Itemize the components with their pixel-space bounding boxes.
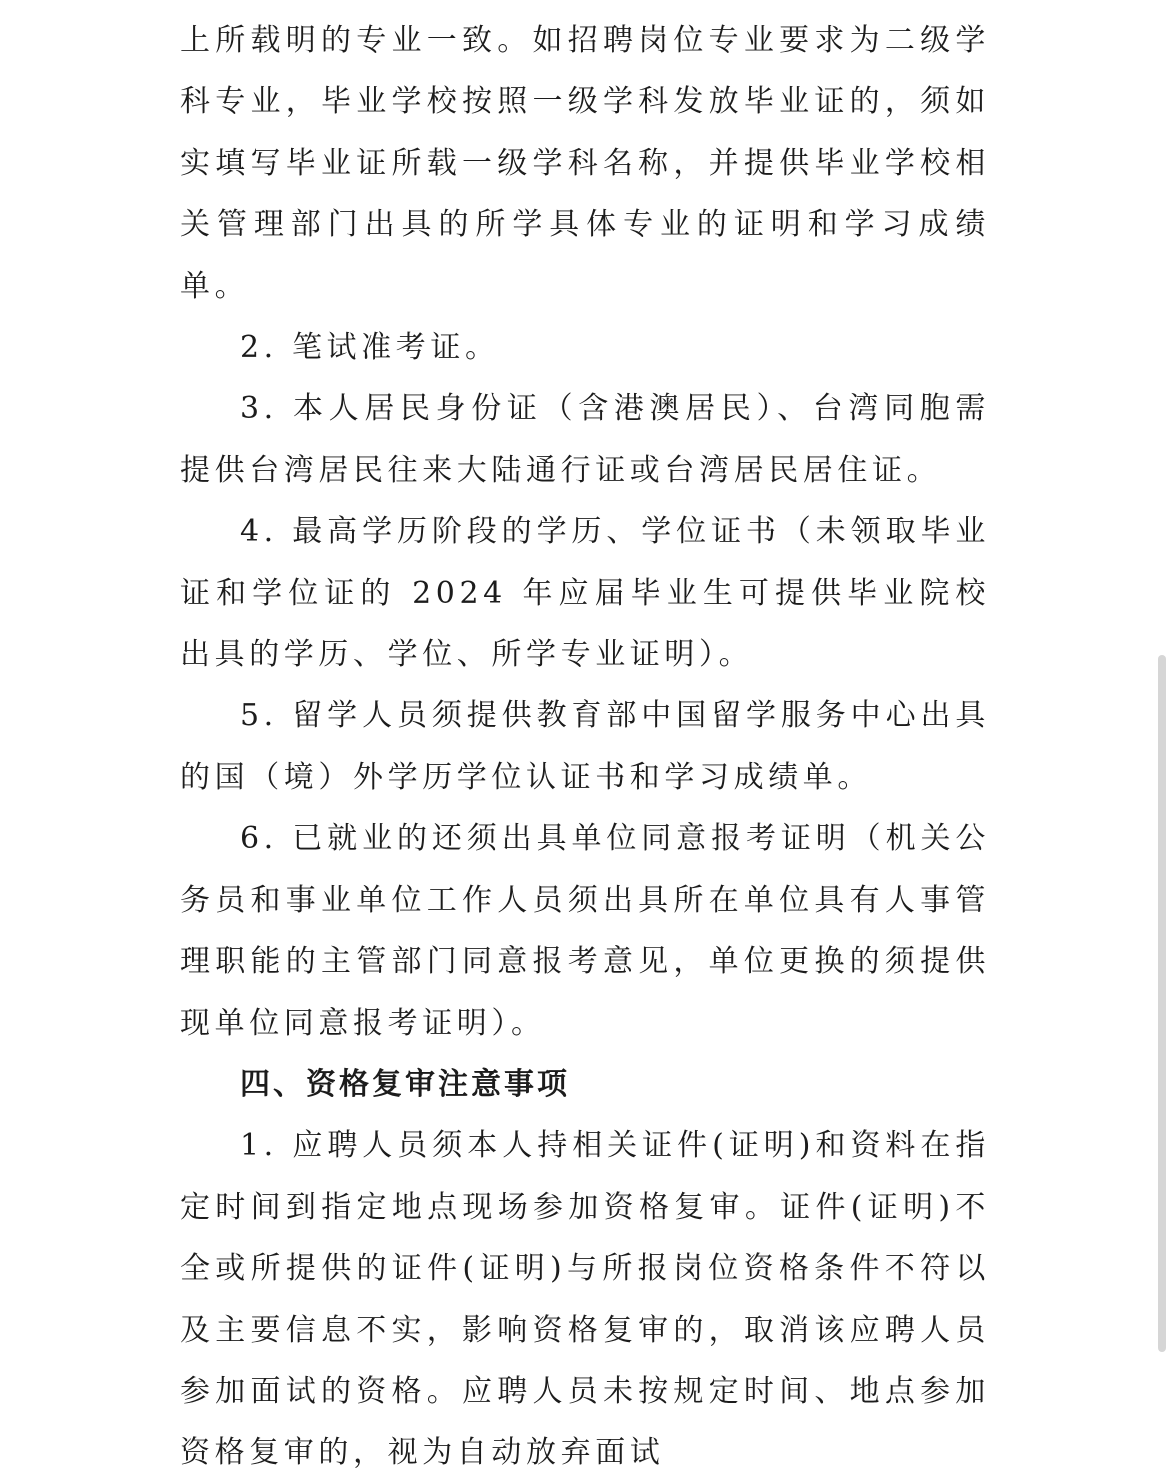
list-item-review-attendance: 1. 应聘人员须本人持相关证件(证明)和资料在指定时间到指定地点现场参加资格复审。证件(证明)不全或所提供的证件(证明)与所报岗位资格条件不符以及主要信息不实，影响资格复审的，取消该应聘人员参加面试的资格。应聘人员未按规定时间、地点参加资格复审的，视为自动放弃面试 (180, 1128, 990, 1471)
list-item-admission-ticket: 2. 笔试准考证。 (240, 330, 500, 366)
list-item-employer-consent: 6. 已就业的还须出具单位同意报考证明（机关公务员和事业单位工作人员须出具所在单位具有人事管理职能的主管部门同意报考意见，单位更换的须提供现单位同意报考证明）。 (180, 821, 990, 1041)
document-body (180, 10, 990, 1484)
list-item-degree-certificate: 4. 最高学历阶段的学历、学位证书（未领取毕业证和学位证的 2024 年应届毕业生可提供毕业院校出具的学历、学位、所学专业证明）。 (180, 514, 990, 673)
section-heading: 四、资格复审注意事项 (240, 1066, 570, 1102)
list-item-overseas-certification: 5. 留学人员须提供教育部中国留学服务中心出具的国（境）外学历学位认证书和学习成绩单。 (180, 698, 990, 795)
vertical-scrollbar[interactable] (1154, 0, 1170, 1352)
scrollbar-thumb[interactable] (1158, 655, 1166, 1352)
list-item-id-card: 3. 本人居民身份证（含港澳居民）、台湾同胞需提供台湾居民往来大陆通行证或台湾居民居住证。 (180, 391, 990, 488)
paragraph-continued: 上所载明的专业一致。如招聘岗位专业要求为二级学科专业，毕业学校按照一级学科发放毕业证的，须如实填写毕业证所载一级学科名称，并提供毕业学校相关管理部门出具的所学具体专业的证明和学习成绩单。 (180, 23, 990, 304)
